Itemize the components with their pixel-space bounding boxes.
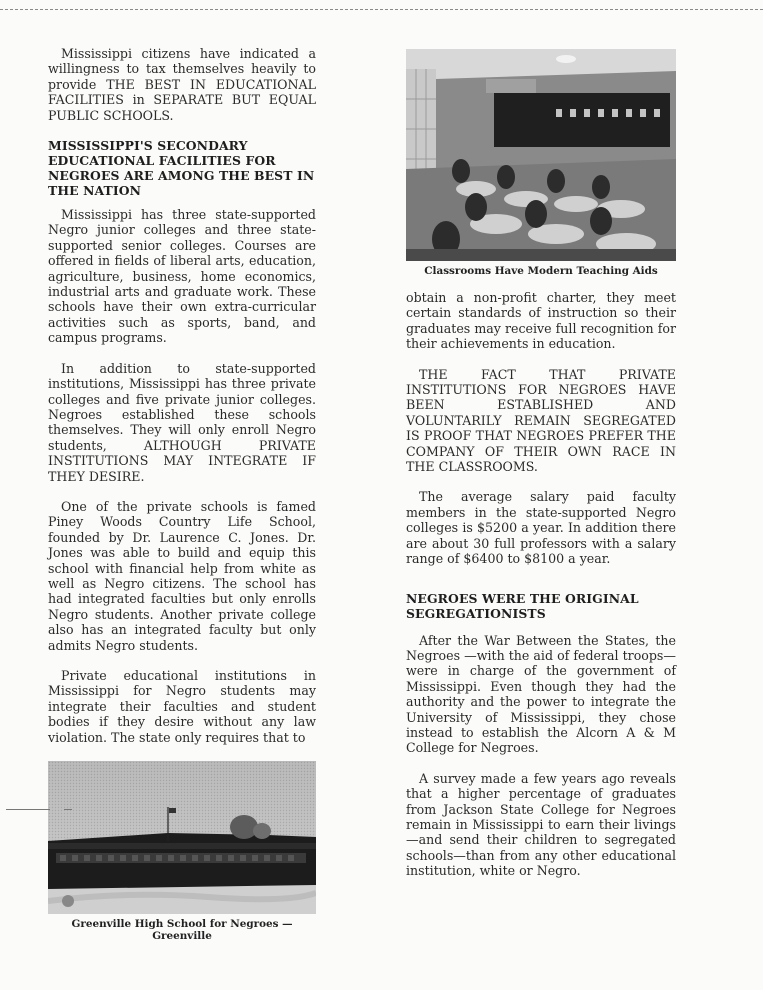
left-column [48,46,316,942]
paragraph-piney-woods: One of the private schools is famed Piney Woods Country Life School, founded by Dr. Laurence C. Jones. Dr. Jones was able to build and equip this school with financial help from white as well as Negro citizens. The school has had integrated faculties but only enrolls Negro students. Another private college also has an integrated faculty but only admits Negro students. [48,498,316,653]
paragraph-faculty-salary: The average salary paid faculty members in the state-supported Negro colleges is $5200 a year. In addition there are about 30 full professors with a salary range of $6400 to $8100 a year. [406,489,676,567]
classroom-photo-figure [406,49,676,277]
paragraph-private-colleges: In addition to state-supported institutions, Mississippi has three private colleges and five private junior colleges. Negroes established these schools themselves. They will only enroll Negro students, ALTHOUGH PRIVATE INSTITUTIONS MAY INTEGRATE IF THEY DESIRE. [48,360,316,484]
paragraph-jackson-state-survey: A survey made a few years ago reveals that a higher percentage of graduates from Jackson State College for Negroes remain in Mississippi to earn their livings—and send their children to segregated schools—than from any other educational institution, white or Negro. [406,770,676,879]
intro-paragraph: Mississippi citizens have indicated a willingness to tax themselves heavily to provide THE BEST IN EDUCATIONAL FACILITIES in SEPARATE BUT EQUAL PUBLIC SCHOOLS. [48,46,316,123]
right-column [406,49,676,894]
greenville-photo-figure [48,761,316,942]
section-heading-original-segregationists: NEGROES WERE THE ORIGINAL SEGREGATIONISTS [406,590,639,621]
bottom-left-rule-dash [64,809,72,810]
bottom-left-rule [6,809,50,810]
greenville-school-image [48,761,316,914]
classroom-image [406,49,676,261]
paragraph-charter-continued: obtain a non-profit charter, they meet certain standards of instruction so their graduates may receive full recognition for their achievements in education. [406,290,676,352]
classroom-photo-caption: Classrooms Have Modern Teaching Aids [424,265,658,277]
paragraph-state-colleges: Mississippi has three state-supported Negro junior colleges and three state-supported senior colleges. Courses are offered in fields of liberal arts, education, agriculture, business, home economics, industrial arts and graduate work. These schools have their own extra-curricular activities such as sports, band, and campus programs. [48,207,316,346]
paragraph-reconstruction: After the War Between the States, the Negroes —with the aid of federal troops—were in charge of the government of Mississippi. Even though they had the authority and the power to integrate the University of Mississippi, they chose instead to establish the Alcorn A & M College for Negroes. [406,632,676,756]
top-dashed-rule [0,9,763,10]
classroom-photo [406,49,676,261]
greenville-photo-caption: Greenville High School for Negroes — Greenville [71,918,293,943]
paragraph-private-integration: Private educational institutions in Mississippi for Negro students may integrate their faculties and student bodies if they desire without any law violation. The state only requires that to [48,668,316,745]
section-heading-secondary-facilities: MISSISSIPPI'S SECONDARY EDUCATIONAL FACILITIES FOR NEGROES ARE AMONG THE BEST IN THE NATION [48,138,315,199]
greenville-school-photo [48,761,316,914]
paragraph-voluntary-segregation: THE FACT THAT PRIVATE INSTITUTIONS FOR NEGROES HAVE BEEN ESTABLISHED AND VOLUNTARILY REMAIN SEGREGATED IS PROOF THAT NEGROES PREFER THE COMPANY OF THEIR OWN RACE IN THE CLASSROOMS. [406,366,676,475]
